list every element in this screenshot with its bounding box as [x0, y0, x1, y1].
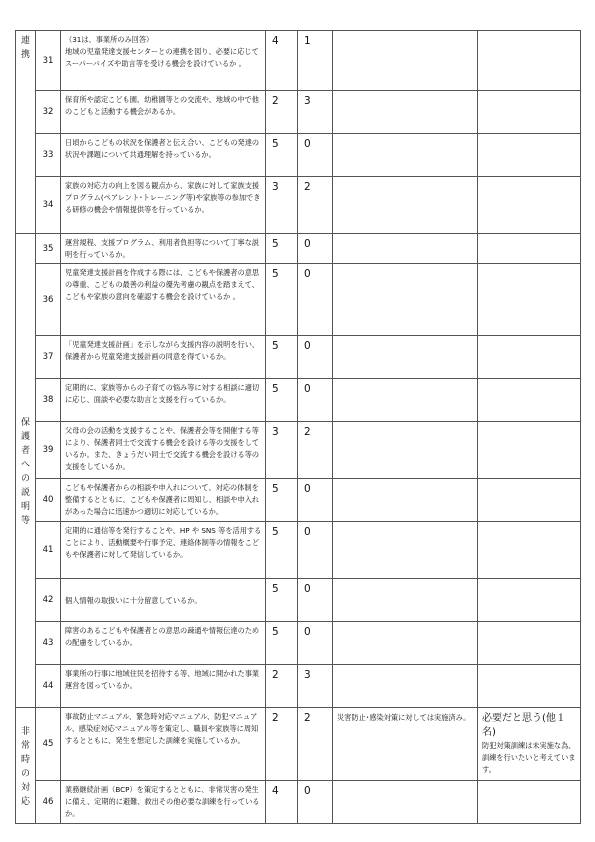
item-number: 34 [36, 177, 61, 234]
opinion-cell [478, 479, 581, 522]
table-row [16, 781, 581, 824]
no-count: 2 [298, 708, 333, 781]
table-row [16, 91, 581, 134]
table-body [16, 31, 581, 824]
no-count: 2 [298, 422, 333, 479]
yes-count: 5 [266, 336, 298, 379]
item-number: 44 [36, 665, 61, 708]
item-question: こどもや保護者からの相談や申入れについて、対応の体制を整備するとともに、こどもや保護者に周知し、相談や申入れがあった場合に迅速かつ適切に対応しているか。 [61, 479, 266, 522]
opinion-cell [478, 665, 581, 708]
category-label: 保護者への説明等 [20, 418, 30, 526]
item-number: 31 [36, 31, 61, 91]
yes-count: 5 [266, 522, 298, 579]
improvement-note [333, 522, 478, 579]
table-row [16, 665, 581, 708]
item-number: 40 [36, 479, 61, 522]
category-label: 非常時の対応 [20, 727, 30, 807]
yes-count: 3 [266, 422, 298, 479]
opinion-cell [478, 708, 581, 781]
table-row [16, 134, 581, 177]
item-number: 46 [36, 781, 61, 824]
item-number: 37 [36, 336, 61, 379]
item-question: 運営規程、支援プログラム、利用者負担等について丁寧な説明を行っているか。 [61, 234, 266, 264]
no-count: 0 [298, 134, 333, 177]
no-count: 0 [298, 264, 333, 336]
opinion-cell [478, 422, 581, 479]
item-number: 36 [36, 264, 61, 336]
yes-count: 5 [266, 622, 298, 665]
no-count: 0 [298, 579, 333, 622]
improvement-note [333, 264, 478, 336]
no-count: 0 [298, 622, 333, 665]
improvement-note [333, 665, 478, 708]
table-row [16, 336, 581, 379]
improvement-note [333, 177, 478, 234]
item-question: （31は、事業所のみ回答） 地域の児童発達支援センターとの連携を図り、必要に応じてスーパーバイズや助言等を受ける機会を設けているか 。 [61, 31, 266, 91]
opinion-cell [478, 134, 581, 177]
item-question: 業務継続計画（BCP）を策定するとともに、非常災害の発生に備え、定期的に避難、救出その他必要な訓練を行っているか。 [61, 781, 266, 824]
improvement-note [333, 31, 478, 91]
improvement-note [333, 781, 478, 824]
table-row [16, 264, 581, 336]
table-row [16, 708, 581, 781]
item-number: 39 [36, 422, 61, 479]
yes-count: 5 [266, 134, 298, 177]
category-cell [16, 234, 36, 708]
item-question: 日頃からこどもの状況を保護者と伝え合い、こどもの発達の状況や課題について共通理解を持っているか。 [61, 134, 266, 177]
yes-count: 3 [266, 177, 298, 234]
table-row [16, 479, 581, 522]
opinion-cell [478, 177, 581, 234]
opinion-body: 防犯対策訓練は未実施な為、訓練を行いたいと考えています。 [482, 741, 576, 774]
no-count: 1 [298, 31, 333, 91]
no-count: 3 [298, 665, 333, 708]
opinion-cell [478, 234, 581, 264]
yes-count: 5 [266, 264, 298, 336]
improvement-note [333, 422, 478, 479]
improvement-note [333, 234, 478, 264]
table-row [16, 579, 581, 622]
item-question: 定期的に通信等を発行することや、HP や SNS 等を活用することにより、活動概要や行事予定、連絡体制等の情報をこどもや保護者に対して発信しているか。 [61, 522, 266, 579]
table-row [16, 234, 581, 264]
table-row [16, 177, 581, 234]
table-row [16, 379, 581, 422]
item-question: 児童発達支援計画を作成する際には、こどもや保護者の意思の尊重、こどもの最善の利益の優先考慮の観点を踏まえて、こどもや家族の意向を確認する機会を設けているか 。 [61, 264, 266, 336]
opinion-title: 必要だと思う(他１名) [482, 713, 566, 738]
item-question: 障害のあるこどもや保護者との意思の疎通や情報伝達のための配慮をしているか。 [61, 622, 266, 665]
yes-count: 5 [266, 479, 298, 522]
yes-count: 4 [266, 31, 298, 91]
table-row [16, 522, 581, 579]
no-count: 0 [298, 479, 333, 522]
opinion-cell [478, 336, 581, 379]
improvement-note [333, 336, 478, 379]
category-label: 連携 [20, 36, 30, 60]
yes-count: 4 [266, 781, 298, 824]
item-question: 父母の会の活動を支援することや、保護者会等を開催する等により、保護者同士で交流する機会を設ける等の支援をしているか。また、きょうだい同士で交流する機会を設ける等の支援をしているか。 [61, 422, 266, 479]
improvement-note [333, 479, 478, 522]
opinion-cell [478, 622, 581, 665]
table-row [16, 622, 581, 665]
evaluation-sheet [15, 30, 580, 824]
item-question: 「児童発達支援計画」を示しながら支援内容の説明を行い、保護者から児童発達支援計画の同意を得ているか。 [61, 336, 266, 379]
no-count: 0 [298, 379, 333, 422]
item-question: 定期的に、家族等からの子育ての悩み等に対する相談に適切に応じ、面談や必要な助言と支援を行っているか。 [61, 379, 266, 422]
improvement-note [333, 579, 478, 622]
opinion-cell [478, 522, 581, 579]
no-count: 0 [298, 781, 333, 824]
opinion-cell [478, 781, 581, 824]
item-number: 41 [36, 522, 61, 579]
no-count: 0 [298, 522, 333, 579]
item-number: 33 [36, 134, 61, 177]
yes-count: 2 [266, 91, 298, 134]
yes-count: 5 [266, 379, 298, 422]
item-question: 個人情報の取扱いに十分留意しているか。 [61, 579, 266, 622]
yes-count: 2 [266, 665, 298, 708]
item-number: 32 [36, 91, 61, 134]
item-number: 42 [36, 579, 61, 622]
no-count: 3 [298, 91, 333, 134]
no-count: 0 [298, 336, 333, 379]
item-question: 事故防止マニュアル、緊急時対応マニュアル、防犯マニュアル、感染症対応マニュアル等を策定し、職員や家族等に周知するとともに、発生を想定した訓練を実施しているか。 [61, 708, 266, 781]
table-row [16, 422, 581, 479]
opinion-cell [478, 91, 581, 134]
item-number: 38 [36, 379, 61, 422]
opinion-cell [478, 264, 581, 336]
item-number: 43 [36, 622, 61, 665]
item-question: 事業所の行事に地域住民を招待する等、地域に開かれた事業運営を図っているか。 [61, 665, 266, 708]
improvement-note [333, 379, 478, 422]
item-question: 保育所や認定こども園、幼稚園等との交流や、地域の中で他のこどもと活動する機会があるか。 [61, 91, 266, 134]
no-count: 0 [298, 234, 333, 264]
no-count: 2 [298, 177, 333, 234]
improvement-note: 災害防止･感染対策に対しては実施済み。 [333, 708, 478, 781]
yes-count: 2 [266, 708, 298, 781]
opinion-cell [478, 31, 581, 91]
yes-count: 5 [266, 579, 298, 622]
category-cell [16, 31, 36, 234]
improvement-note [333, 622, 478, 665]
yes-count: 5 [266, 234, 298, 264]
opinion-cell [478, 379, 581, 422]
item-question: 家族の対応力の向上を図る観点から、家族に対して家族支援プログラム(ペアレント･トレーニング等)や家族等の参加できる研修の機会や情報提供等を行っているか。 [61, 177, 266, 234]
evaluation-table [15, 30, 581, 824]
improvement-note [333, 134, 478, 177]
improvement-note [333, 91, 478, 134]
table-row [16, 31, 581, 91]
opinion-cell [478, 579, 581, 622]
item-number: 45 [36, 708, 61, 781]
item-number: 35 [36, 234, 61, 264]
category-cell [16, 708, 36, 824]
